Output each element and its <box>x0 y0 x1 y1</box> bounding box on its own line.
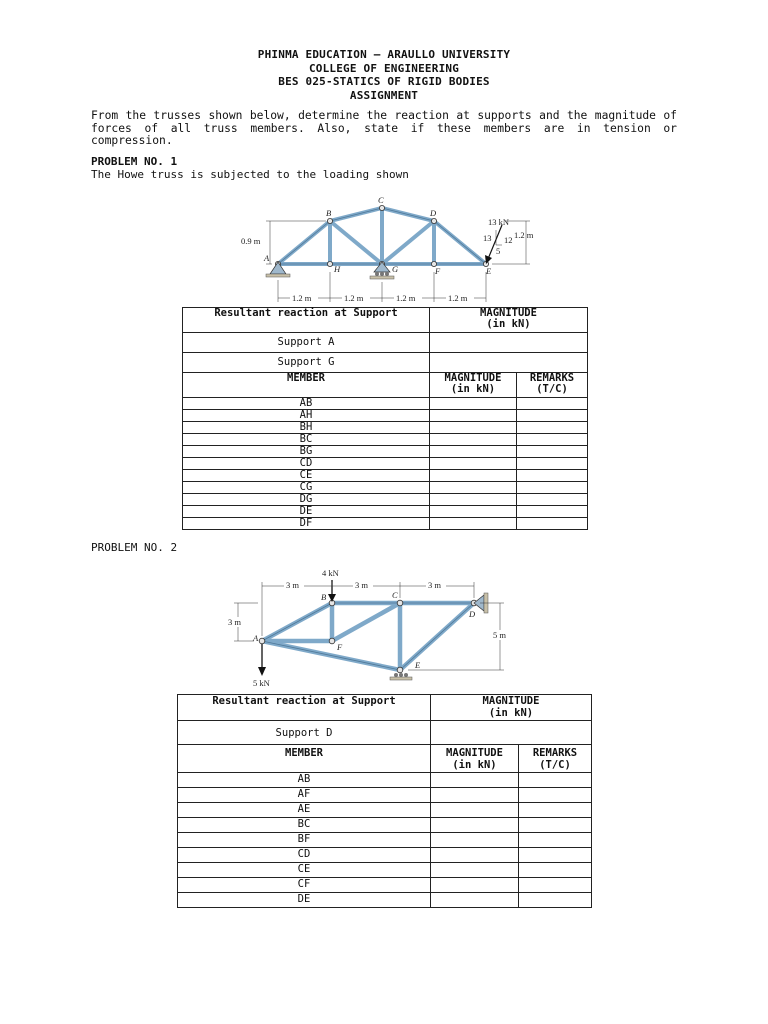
dim-left-3m: 3 m <box>228 617 241 627</box>
member-row-label: CE <box>178 863 431 878</box>
support-a-answer[interactable] <box>430 333 588 353</box>
header-college: COLLEGE OF ENGINEERING <box>308 61 460 75</box>
member-row-label: CG <box>183 482 430 494</box>
slope-label-5: 5 <box>496 246 501 256</box>
slope-label-12: 12 <box>504 235 513 245</box>
problem-1-subtitle: The Howe truss is subjected to the loading shown <box>91 168 409 181</box>
member-magnitude-header-line2: (in kN) <box>450 383 496 395</box>
node-label-e: E <box>415 660 421 670</box>
member-row-label: BF <box>178 833 431 848</box>
truss-members <box>278 208 486 264</box>
member-row-label: BH <box>183 422 430 434</box>
remarks-header-line2: (T/C) <box>536 383 568 395</box>
node-label-c: C <box>378 195 384 205</box>
member-remarks-cell[interactable] <box>519 818 592 833</box>
member-remarks-cell[interactable] <box>517 506 588 518</box>
dim-span-4: 1.2 m <box>448 293 468 303</box>
member-magnitude-header-line1: MAGNITUDE <box>444 372 502 384</box>
reaction-header: Resultant reaction at Support <box>178 695 431 721</box>
member-remarks-cell[interactable] <box>517 410 588 422</box>
member-remarks-cell[interactable] <box>517 398 588 410</box>
node-label-h: H <box>334 264 341 274</box>
load-label-13kn: 13 kN <box>488 217 510 227</box>
problem-1-answer-table <box>182 307 588 530</box>
member-magnitude-cell[interactable] <box>431 773 519 788</box>
node-label-d: D <box>430 208 437 218</box>
dim-span-1: 1.2 m <box>292 293 312 303</box>
problem-2-truss-figure <box>222 566 522 690</box>
roller-support-e <box>390 673 412 680</box>
member-row-label: BC <box>183 434 430 446</box>
node-label-c: C <box>392 590 398 600</box>
header-course: BES 025-STATICS OF RIGID BODIES <box>278 75 490 88</box>
member-magnitude-cell[interactable] <box>431 788 519 803</box>
member-remarks-cell[interactable] <box>517 458 588 470</box>
member-magnitude-cell[interactable] <box>430 494 517 506</box>
howe-truss-figure <box>230 192 550 308</box>
member-magnitude-header <box>431 745 519 773</box>
header-assignment: ASSIGNMENT <box>349 88 419 102</box>
member-magnitude-cell[interactable] <box>430 482 517 494</box>
member-remarks-cell[interactable] <box>519 848 592 863</box>
member-row-label: DE <box>183 506 430 518</box>
support-d-label: Support D <box>178 721 431 745</box>
truss-members <box>262 603 474 670</box>
member-magnitude-header-line1: MAGNITUDE <box>446 747 503 759</box>
node-label-f: F <box>337 642 343 652</box>
member-header: MEMBER <box>178 745 431 773</box>
member-magnitude-cell[interactable] <box>431 893 519 908</box>
node-label-e: E <box>486 266 492 276</box>
member-row-label: AE <box>178 803 431 818</box>
remarks-header <box>519 745 592 773</box>
member-magnitude-header-line2: (in kN) <box>452 759 497 771</box>
dim-span-2: 3 m <box>355 580 368 590</box>
member-magnitude-header <box>430 373 517 398</box>
reaction-header: Resultant reaction at Support <box>183 308 430 333</box>
remarks-header-line2: (T/C) <box>539 759 571 771</box>
node-label-f: F <box>435 266 441 276</box>
member-row-label: DF <box>183 518 430 530</box>
member-row-label: AB <box>183 398 430 410</box>
member-magnitude-cell[interactable] <box>430 518 517 530</box>
member-magnitude-cell[interactable] <box>430 458 517 470</box>
member-magnitude-cell[interactable] <box>430 422 517 434</box>
member-remarks-cell[interactable] <box>517 494 588 506</box>
member-remarks-cell[interactable] <box>519 803 592 818</box>
problem-2-title: PROBLEM NO. 2 <box>91 541 178 554</box>
member-remarks-cell[interactable] <box>517 422 588 434</box>
member-magnitude-cell[interactable] <box>430 470 517 482</box>
member-row-label: CE <box>183 470 430 482</box>
instructions-paragraph: From the trusses shown below, determine the reaction at supports and the magnitude of forces of all truss members. Also, state if these members are in tension or compression. <box>91 109 677 147</box>
member-magnitude-cell[interactable] <box>431 848 519 863</box>
load-arrow-5kn <box>258 644 266 676</box>
node-label-b: B <box>321 592 327 602</box>
dim-right-5m: 5 m <box>493 630 506 640</box>
dim-span-1: 3 m <box>286 580 299 590</box>
member-row-label: AH <box>183 410 430 422</box>
load-label-4kn: 4 kN <box>322 568 339 578</box>
member-remarks-cell[interactable] <box>517 446 588 458</box>
remarks-header <box>517 373 588 398</box>
member-row-label: CD <box>178 848 431 863</box>
member-magnitude-cell[interactable] <box>431 803 519 818</box>
member-remarks-cell[interactable] <box>519 878 592 893</box>
member-magnitude-cell[interactable] <box>430 398 517 410</box>
member-row-label: CF <box>178 878 431 893</box>
document-header <box>0 48 768 102</box>
member-remarks-cell[interactable] <box>519 893 592 908</box>
problem-2-answer-table <box>177 694 592 908</box>
node-label-a: A <box>253 633 259 643</box>
member-magnitude-cell[interactable] <box>431 863 519 878</box>
load-label-5kn: 5 kN <box>253 678 270 688</box>
member-remarks-cell[interactable] <box>517 518 588 530</box>
support-g-answer[interactable] <box>430 353 588 373</box>
member-magnitude-cell[interactable] <box>430 446 517 458</box>
dim-span-2: 1.2 m <box>344 293 364 303</box>
member-row-label: BC <box>178 818 431 833</box>
support-g-label: Support G <box>183 353 430 373</box>
remarks-header-line1: REMARKS <box>532 747 578 759</box>
member-row-label: AF <box>178 788 431 803</box>
support-d-answer[interactable] <box>431 721 592 745</box>
member-remarks-cell[interactable] <box>519 788 592 803</box>
magnitude-header-line2: (in kN) <box>488 707 534 719</box>
problem-1-title: PROBLEM NO. 1 <box>91 155 178 168</box>
magnitude-header <box>430 308 588 333</box>
member-remarks-cell[interactable] <box>517 434 588 446</box>
member-row-label: BG <box>183 446 430 458</box>
member-row-label: AB <box>178 773 431 788</box>
node-label-g: G <box>392 264 399 274</box>
node-label-d: D <box>469 609 476 619</box>
magnitude-header-line2: (in kN) <box>486 318 531 330</box>
member-row-label: DG <box>183 494 430 506</box>
dim-span-3: 3 m <box>428 580 441 590</box>
member-remarks-cell[interactable] <box>517 482 588 494</box>
magnitude-header-line1: MAGNITUDE <box>480 307 537 319</box>
member-header: MEMBER <box>183 373 430 398</box>
dim-span-3: 1.2 m <box>396 293 416 303</box>
dim-load-height-1-2m: 1.2 m <box>514 230 534 240</box>
magnitude-header <box>431 695 592 721</box>
header-institution: PHINMA EDUCATION – ARAULLO UNIVERSITY <box>257 48 511 61</box>
member-remarks-cell[interactable] <box>519 833 592 848</box>
load-arrow-e <box>485 225 502 264</box>
magnitude-header-line1: MAGNITUDE <box>482 695 540 707</box>
slope-label-13: 13 <box>483 233 492 243</box>
member-row-label: CD <box>183 458 430 470</box>
member-row-label: DE <box>178 893 431 908</box>
node-label-b: B <box>326 208 332 218</box>
member-magnitude-cell[interactable] <box>431 878 519 893</box>
member-magnitude-cell[interactable] <box>430 410 517 422</box>
remarks-header-line1: REMARKS <box>529 372 575 384</box>
dim-height-0-9m: 0.9 m <box>241 236 261 246</box>
member-remarks-cell[interactable] <box>519 863 592 878</box>
member-magnitude-cell[interactable] <box>430 506 517 518</box>
member-remarks-cell[interactable] <box>519 773 592 788</box>
member-magnitude-cell[interactable] <box>431 833 519 848</box>
member-magnitude-cell[interactable] <box>430 434 517 446</box>
node-label-a: A <box>264 253 270 263</box>
member-remarks-cell[interactable] <box>517 470 588 482</box>
support-a-label: Support A <box>183 333 430 353</box>
member-magnitude-cell[interactable] <box>431 818 519 833</box>
